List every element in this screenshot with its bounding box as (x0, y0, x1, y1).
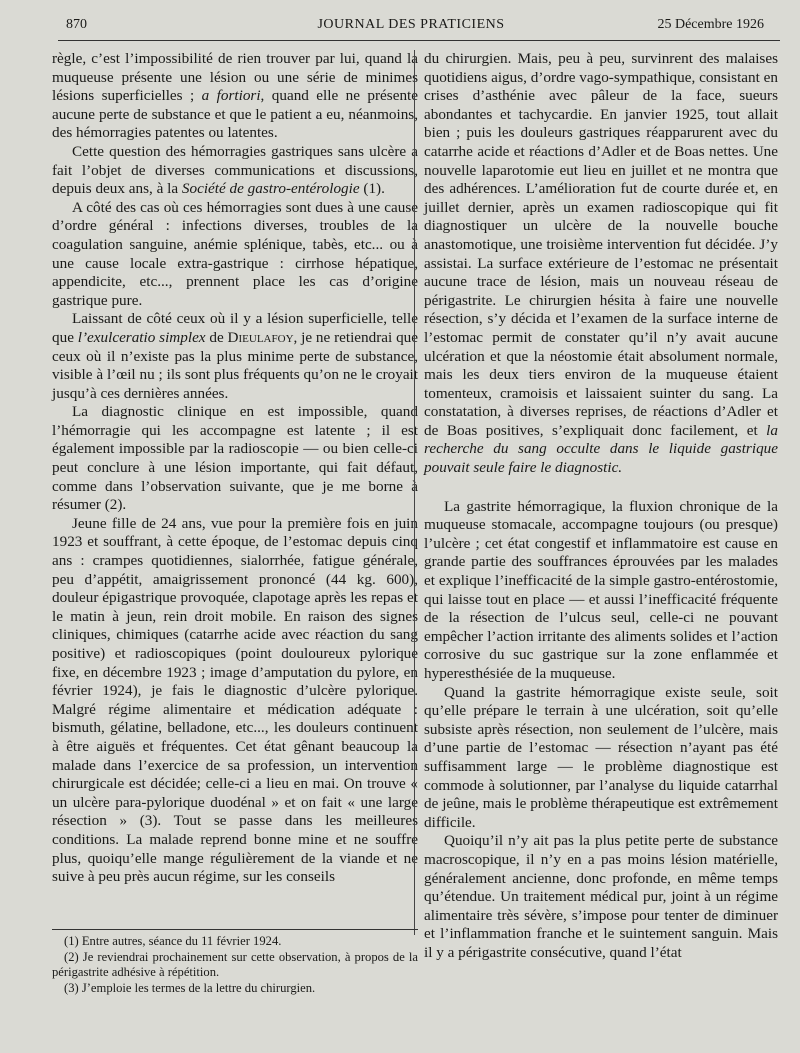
paragraph: La diagnostic clinique en est impossible, quand l’hémorragie qui les accompagne est latente ; il est également impossible par la radioscopie — ou bien celle-ci peut conclure à une lésion importante, qui fait défaut, comme dans l’observation suivante, que je me borne à résumer (2). (52, 403, 418, 514)
journal-title: JOURNAL DES PRATICIENS (317, 17, 505, 32)
paragraph: Jeune fille de 24 ans, vue pour la première fois en juin 1923 et souffrant, à cette époque, de l’estomac depuis cinq ans : crampes quotidiennes, sialorrhée, fatigue générale, peu d’appétit, amaigrissement prononcé (44 kg. 600), douleur épigastrique provoquée, clapotage après les repas et le matin à jeun, rein droit mobile. En raison des signes cliniques, chimiques (catarrhe acide avec réaction du sang positive) et radioscopiques (point douloureux pylorique fixe, en décembre 1923 ; image d’amputation du pylore, en février 1924), je fais le diagnostic d’ulcère pylorique. Malgré régime alimentaire et médication adéquate : bismuth, gélatine, belladone, etc..., les douleurs continuent à être aiguës et fréquentes. Cet état gênant beaucoup la malade dans l’exercice de sa profession, un intervention chirurgicale est décidée; celle-ci a lieu en mai. On trouve « un ulcère para-pylorique duodénal » et on fait « une large résection » (3). Tout se passe dans les meilleures conditions. La malade reprend bonne mine et ne souffre plus, quoiqu’elle mange régulièrement de la viande et ne suive à peu près aucun régime, sur les conseils (52, 514, 418, 886)
page-header (58, 14, 764, 36)
paragraph: Laissant de côté ceux où il y a lésion superficielle, telle que l’exulceratio simplex de Dieulafoy, je ne retiendrai que ceux où il n’existe pas la plus minime perte de substance, visible à l’œil nu ; ils sont plus fréquents qu’on ne le croyait jusqu’à ces dernières années. (52, 310, 418, 402)
paragraph: La gastrite hémorragique, la fluxion chronique de la muqueuse stomacale, accompagne toujours (ou presque) l’ulcère ; cet état congestif et inflammatoire est cause en grande partie des souffrances éprouvées par les malades et explique l’inefficacité de la simple gastro-entérostomie, qui laisse tout en place — et aussi l’inefficacité fréquente de la résection de l’ulcus seul, celle-ci ne pouvant empêcher l’action irritante des aliments solides et l’action corrosive du suc gastrique sur la zone enflammée et hyperesthésiée de la muqueuse. (424, 497, 778, 682)
footnote: (2) Je reviendrai prochainement sur cette observation, à propos de la périgastrite adhésive à répétition. (52, 949, 418, 980)
paragraph: Cette question des hémorragies gastriques sans ulcère a fait l’objet de diverses communications et discussions, depuis deux ans, à la Société de gastro-entérologie (1). (52, 142, 418, 198)
author-name: Dieulafoy (227, 328, 294, 346)
footnote: (3) J’emploie les termes de la lettre du chirurgien. (64, 980, 316, 995)
footnotes (52, 934, 418, 996)
society-name: Société de gastro-entérologie (181, 180, 360, 198)
page-number: 870 (66, 17, 87, 32)
paragraph: Quand la gastrite hémorragique existe seule, soit qu’elle prépare le terrain à une ulcération, soit qu’elle subsiste après résection, non seulement de l’ulcère, mais d’une partie de l’estomac — résection n’ayant pas été suffisamment large — le problème diagnostique est commode à solutionner, par l’analyse du liquide catarrhal de jeûne, mais le problème thérapeutique est extrêmement difficile. (424, 683, 778, 831)
paragraph: du chirurgien. Mais, peu à peu, survinrent des malaises quotidiens aigus, d’ordre vago-sympathique, consistant en crises d’asthénie avec pâleur de la face, sueurs abondantes et tachycardie. En janvier 1925, tout allait bien ; puis les douleurs gastriques réapparurent avec du catarrhe acide et réactions d’Adler et de Boas nettes. Une nouvelle laparotomie eut lieu en juillet et ne montra que des adhérences. L’amélioration fut de courte durée et, en juillet dernier, après un examen radioscopique qui fit diagnostiquer un ulcère de la nouvelle bouche anastomotique, une troisième intervention fut décidée. J’y assistai. La surface extérieure de l’estomac ne présentait aucune trace de lésion, mais un nouveau réseau de périgastrite. Le chirurgien hésita à faire une nouvelle résection, s’y décida et l’examen de la surface interne de l’estomac permit de constater qu’il n’y avait aucune ulcération et que la néostomie était absolument normale, mais les deux tiers environ de la muqueuse étaient tomenteux, cramoisis et laissaient suinter du sang. La constatation, à diverses reprises, de réactions d’Adler et de Boas positives, s’expliquait donc facilement, et la recherche du sang occulte dans le liquide gastrique pouvait seule faire le diagnostic. (424, 50, 778, 477)
paragraph: A côté des cas où ces hémorragies sont dues à une cause d’ordre général : infections diverses, troubles de la coagulation sanguine, anémie splénique, tabès, etc... ou à une cause locale extra-gastrique : cirrhose hépatique, appendicite, etc..., prennent place les cas d’origine gastrique pure. (52, 198, 418, 309)
emphasis: la recherche du sang occulte dans le liquide gastrique pouvait seule faire le diagnostic. (424, 421, 778, 477)
header-rule (58, 40, 780, 41)
footnote-rule (52, 929, 418, 930)
right-column (424, 50, 778, 963)
left-column (52, 50, 418, 887)
footnote: (1) Entre autres, séance du 11 février 1924. (64, 934, 282, 948)
paragraph: règle, c’est l’impossibilité de rien trouver par lui, quand la muqueuse présente une lésion ou une série de minimes lésions superficielles ; a fortiori, quand elle ne présente aucune perte de substance et que le patient a eu, néanmoins, des hémorragies patentes ou latentes. (52, 50, 418, 142)
issue-date: 25 Décembre 1926 (657, 17, 764, 32)
column-divider (414, 50, 415, 935)
paragraph: Quoiqu’il n’y ait pas la plus petite perte de substance macroscopique, il n’y en a pas moins lésion matérielle, généralement ancienne, donc profonde, en même temps qu’étendue. Un traitement médical pur, joint à un régime alimentaire très sévère, s’impose pour tenter de diminuer et l’inflammation franche et le suintement sanguin. Mais il y a périgastrite consécutive, quand l’état (424, 832, 778, 961)
